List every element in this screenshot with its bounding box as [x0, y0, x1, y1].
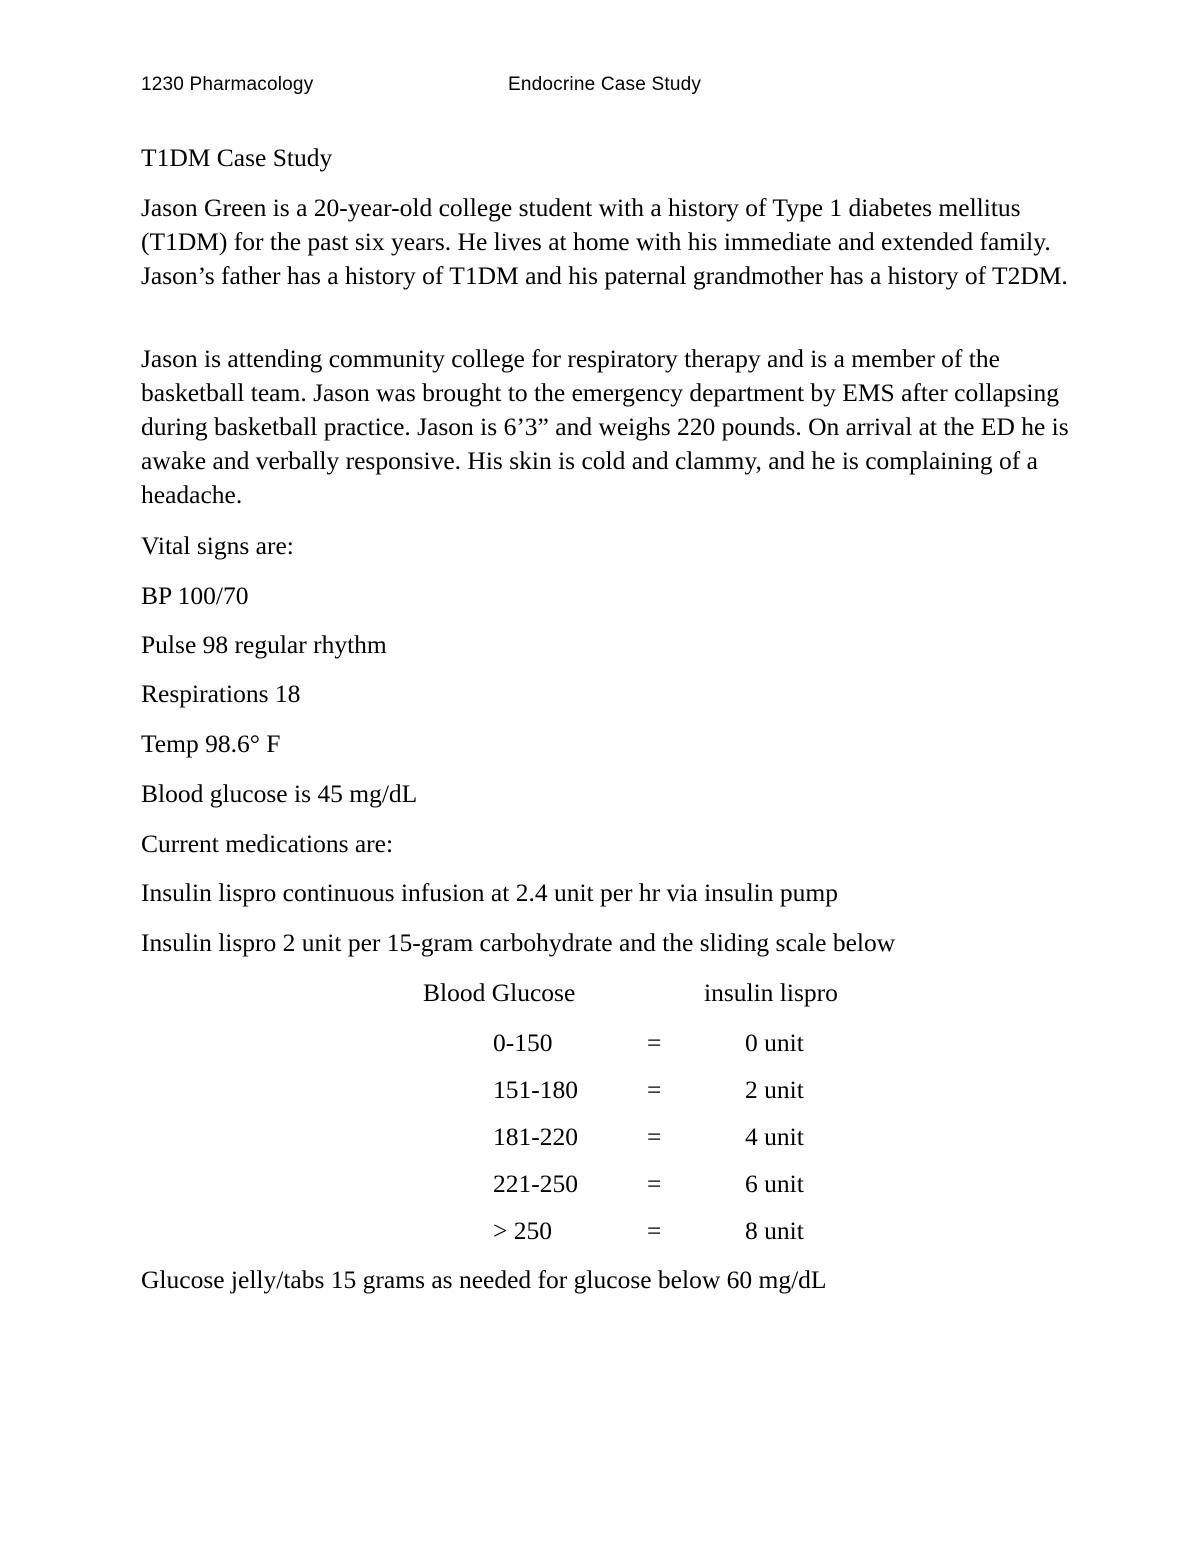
- scale-dose: 4 unit: [745, 1122, 804, 1151]
- scale-equals: =: [647, 1028, 662, 1057]
- scale-range: 181-220: [493, 1122, 578, 1151]
- scale-equals: =: [647, 1122, 662, 1151]
- scale-equals: =: [647, 1075, 662, 1104]
- vital-temp: Temp 98.6° F: [141, 729, 281, 758]
- presentation-paragraph: Jason is attending community college for respiratory therapy and is a member of the basketball team. Jason was brought to the emergency department by EMS after collapsing during basketball practice. Jason is 6’3” and weighs 220 pounds. On arrival at the ED he is awake and verbally responsive. His skin is cold and clammy, and he is complaining of a headache.: [141, 344, 1069, 509]
- scale-dose: 6 unit: [745, 1169, 804, 1198]
- scale-dose: 2 unit: [745, 1075, 804, 1104]
- medications-heading: Current medications are:: [141, 829, 394, 858]
- scale-range: 0-150: [493, 1028, 553, 1057]
- vitals-heading: Vital signs are:: [141, 531, 294, 560]
- intro-paragraph: Jason Green is a 20-year-old college student with a history of Type 1 diabetes mellitus (T1DM) for the past six years. He lives at home with his immediate and extended family. Jason’s father has a history of T1DM and his paternal grandmother has a history of T2DM.: [141, 193, 1068, 290]
- vital-glucose: Blood glucose is 45 mg/dL: [141, 779, 418, 808]
- scale-range: 221-250: [493, 1169, 578, 1198]
- header-title: Endocrine Case Study: [508, 74, 702, 95]
- page-header: [141, 74, 1041, 98]
- case-title: T1DM Case Study: [141, 143, 333, 172]
- vital-bp: BP 100/70: [141, 581, 249, 610]
- scale-dose: 0 unit: [745, 1028, 804, 1057]
- glucose-rescue-order: Glucose jelly/tabs 15 grams as needed for glucose below 60 mg/dL: [141, 1265, 827, 1294]
- scale-range: > 250: [493, 1216, 553, 1245]
- scale-equals: =: [647, 1216, 662, 1245]
- vital-respirations: Respirations 18: [141, 679, 301, 708]
- vital-pulse: Pulse 98 regular rhythm: [141, 630, 387, 659]
- scale-range: 151-180: [493, 1075, 578, 1104]
- header-course: 1230 Pharmacology: [141, 74, 314, 95]
- medication-carb-ratio: Insulin lispro 2 unit per 15-gram carbohydrate and the sliding scale below: [141, 928, 896, 957]
- scale-header-glucose: Blood Glucose: [423, 978, 576, 1007]
- scale-header-insulin: insulin lispro: [704, 978, 838, 1007]
- scale-dose: 8 unit: [745, 1216, 804, 1245]
- medication-infusion: Insulin lispro continuous infusion at 2.4 unit per hr via insulin pump: [141, 878, 838, 907]
- scale-equals: =: [647, 1169, 662, 1198]
